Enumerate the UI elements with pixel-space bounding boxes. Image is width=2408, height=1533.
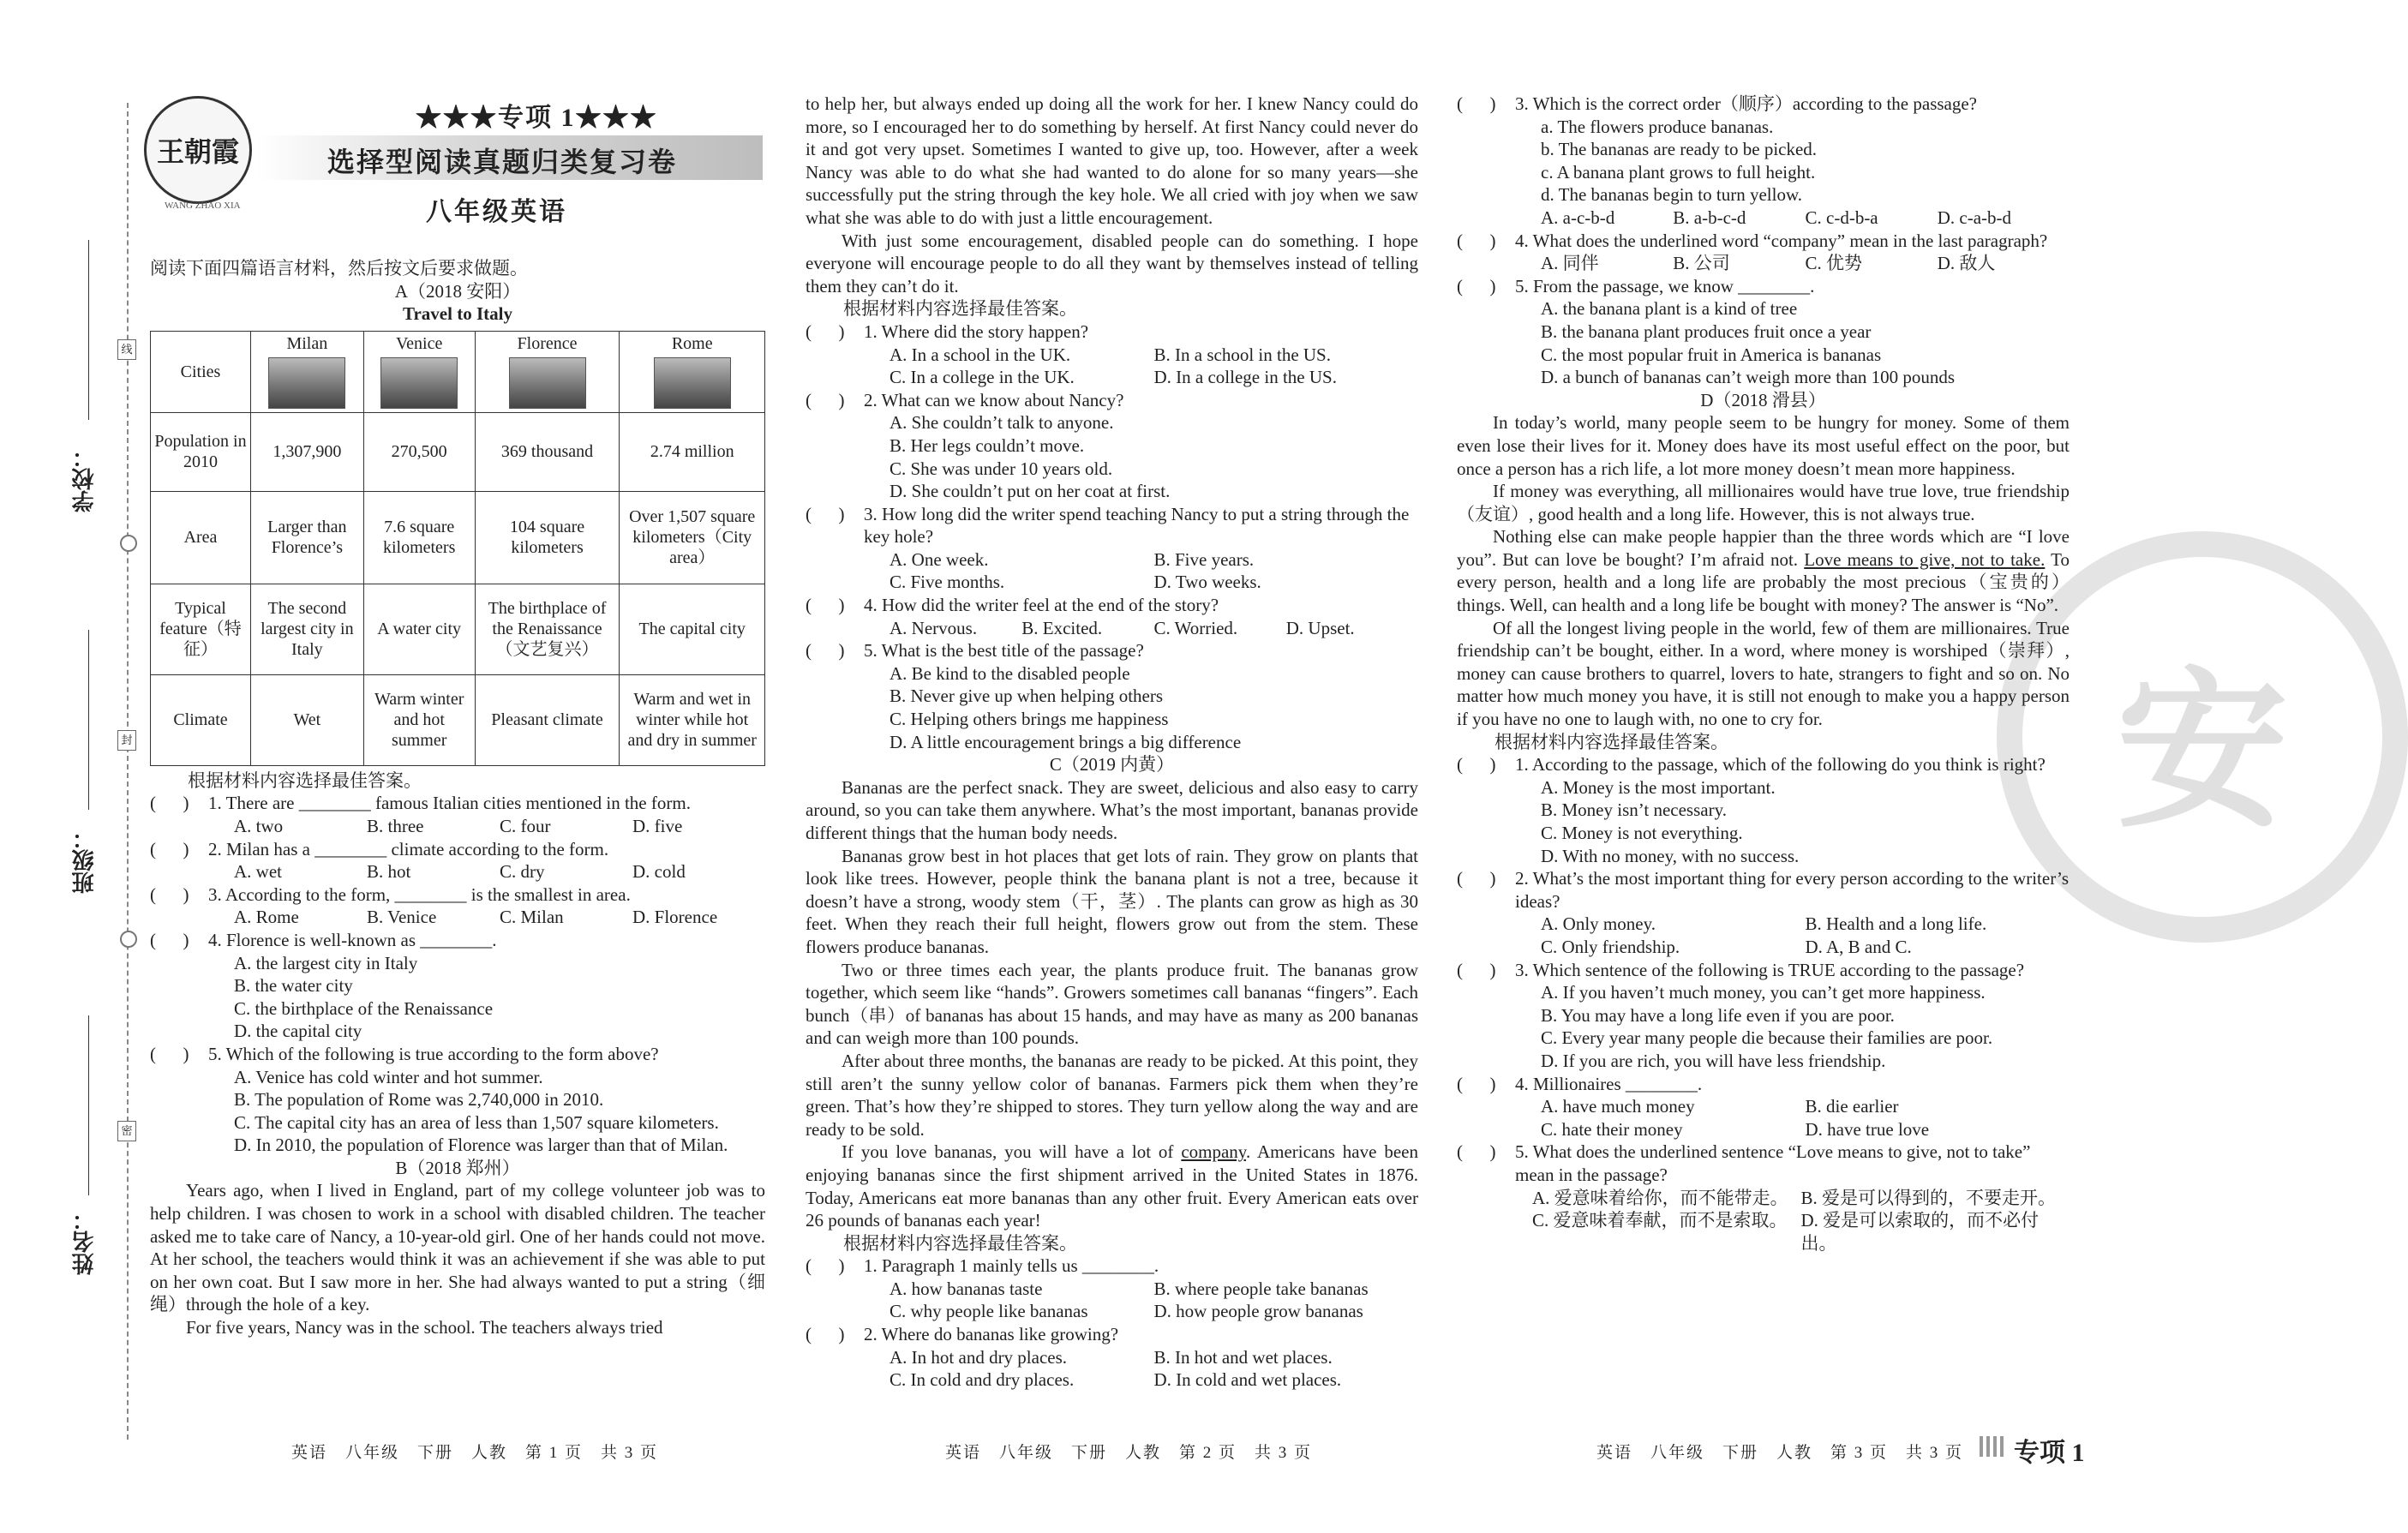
table-cell: Warm winter and hot summer (363, 674, 475, 765)
table-row (151, 584, 765, 674)
row-header: Area (151, 491, 251, 584)
option[interactable]: D. a bunch of bananas can’t weigh more than 100 pounds (1541, 367, 1956, 388)
city-name: Florence (517, 333, 578, 353)
option[interactable]: A. Money is the most important. (1541, 776, 1776, 798)
passage-paragraph: If money was everything, all millionaires would have true love, true friendship（友谊）, good health and a long life. However, this is not always true. (1457, 481, 2070, 524)
column-1 (150, 257, 765, 1339)
option[interactable]: B. Health and a long life. (1805, 913, 1987, 935)
option[interactable]: B. Her legs couldn’t move. (890, 434, 1085, 456)
answer-blank[interactable]: ( ) (150, 838, 189, 859)
question-text: 4. What does the underlined word “company” mean in the last paragraph? (1515, 230, 2048, 251)
passage-paragraph (806, 1141, 1418, 1231)
options (1457, 252, 2070, 275)
option[interactable]: B. Excited. (1021, 617, 1103, 638)
options (150, 815, 765, 838)
option[interactable]: A. 同伴 (1541, 253, 1599, 274)
city-name: Venice (395, 333, 443, 353)
passage-c-label: C（2019 内黄） (1049, 754, 1175, 775)
option[interactable]: D. Two weeks. (1153, 572, 1261, 593)
answer-blank[interactable]: ( ) (1457, 1073, 1496, 1094)
question-text: 2. Where do bananas like growing? (864, 1324, 1119, 1345)
option[interactable]: B. a-b-c-d (1673, 207, 1746, 228)
option[interactable]: B. In hot and wet places. (1153, 1346, 1333, 1368)
option[interactable]: B. Venice (367, 907, 437, 928)
watermark-text: 安 (2116, 658, 2288, 848)
binding-dashed-line (127, 103, 129, 1440)
answer-blank[interactable]: ( ) (806, 1255, 845, 1277)
option[interactable]: D. A, B and C. (1805, 936, 1912, 957)
question-text: 3. Which is the correct order（顺序）according to the passage? (1515, 93, 1978, 114)
answer-blank[interactable]: ( ) (1457, 868, 1496, 889)
options (1457, 207, 2070, 230)
option[interactable]: D. five (632, 815, 683, 836)
option[interactable]: D. In a college in the US. (1153, 367, 1337, 388)
option[interactable]: D. A little encouragement brings a big difference (890, 731, 1242, 752)
text-run: If you love bananas, you will have a lot of (842, 1141, 1182, 1163)
answer-blank[interactable]: ( ) (806, 595, 845, 616)
page-subtitle: 八年级英语 (426, 198, 567, 226)
option[interactable]: C. Helping others brings me happiness (890, 709, 1169, 730)
option[interactable]: A. the banana plant is a kind of tree (1541, 298, 1798, 320)
school-write-line (88, 240, 89, 420)
option[interactable]: D. She couldn’t put on her coat at first. (890, 481, 1171, 502)
question (150, 883, 765, 907)
passage-paragraph (1457, 525, 2070, 616)
option[interactable]: A. One week. (890, 548, 989, 570)
instruction: 根据材料内容选择最佳答案。 (1495, 731, 1728, 752)
passage-d-label: D（2018 滑县） (1700, 389, 1826, 410)
question (806, 503, 1418, 548)
city-photo (380, 357, 458, 409)
option[interactable]: D. If you are rich, you will have less friendship. (1541, 1050, 1886, 1071)
options (1457, 913, 2070, 958)
options (806, 344, 1418, 389)
instruction: 根据材料内容选择最佳答案。 (843, 298, 1077, 320)
answer-blank[interactable]: ( ) (1457, 275, 1496, 296)
question-text: 5. What does the underlined sentence “Love means to give, not to take” mean in the passage? (1515, 1141, 2031, 1185)
footer-stripes (1980, 1436, 2005, 1457)
option[interactable]: C. Money is not everything. (1541, 823, 1743, 843)
question-text: 4. Millionaires ________. (1515, 1073, 1703, 1094)
option[interactable]: C. Five months. (890, 572, 1005, 593)
question (150, 792, 765, 815)
option[interactable]: C. the birthplace of the Renaissance (234, 997, 494, 1019)
order-item: b. The bananas are ready to be picked. (1541, 139, 1818, 160)
option[interactable]: B. The population of Rome was 2,740,000 in 2010. (234, 1089, 604, 1111)
italy-table (150, 331, 765, 766)
column-2 (806, 93, 1418, 1392)
options (806, 1278, 1418, 1323)
city-cell (251, 331, 364, 412)
column-3 (1457, 93, 2070, 1255)
table-cell: Larger than Florence’s (251, 491, 364, 584)
order-item: c. A banana plant grows to full height. (1541, 161, 1816, 183)
option[interactable]: A. have much money (1541, 1096, 1695, 1117)
answer-blank[interactable]: ( ) (806, 1324, 845, 1345)
option[interactable]: D. cold (632, 861, 686, 883)
text-run: To every person, health and a long life are probably the most precious（宝贵的）things. Well, can health and a long life be bought with money? The answer is “No”. (1457, 548, 2070, 616)
option[interactable]: B. 爱是可以得到的，不要走开。 (1800, 1187, 2057, 1208)
table-cell: Wet (251, 674, 364, 765)
order-item: a. The flowers produce bananas. (1541, 116, 1774, 137)
option[interactable]: B. Never give up when helping others (890, 686, 1164, 707)
table-cell: The birthplace of the Renaissance（文艺复兴） (475, 584, 620, 674)
question (150, 1043, 765, 1066)
row-header: Population in 2010 (151, 412, 251, 491)
page-footer-1: 英语 八年级 下册 人教 第 1 页 共 3 页 (291, 1444, 659, 1462)
question-text: 2. Milan has a ________ climate according to the form. (208, 838, 609, 859)
table-row (151, 331, 765, 412)
instruction: 根据材料内容选择最佳答案。 (843, 1232, 1077, 1254)
city-name: Rome (671, 333, 713, 353)
option[interactable]: D. how people grow bananas (1153, 1301, 1363, 1322)
table-cell: 2.74 million (620, 412, 765, 491)
answer-blank[interactable]: ( ) (806, 389, 845, 410)
option[interactable]: B. the water city (234, 975, 353, 997)
page-title: 选择型阅读真题归类复习卷 (327, 147, 678, 177)
option[interactable]: C. why people like bananas (890, 1301, 1088, 1322)
option[interactable]: C. Every year many people die because their families are poor. (1541, 1027, 1993, 1049)
name-label: 姓名： (72, 1208, 97, 1275)
option[interactable]: A. two (234, 815, 284, 836)
question-text: 1. There are ________ famous Italian cities mentioned in the form. (208, 793, 691, 814)
seal-box-secret: 密 (117, 1121, 136, 1141)
option[interactable]: A. a-c-b-d (1541, 207, 1615, 228)
passage-paragraph: to help her, but always ended up doing all the work for her. I knew Nancy could do more, so I encouraged her to do something by herself. At first Nancy could never do it and got very upset. Sometimes I wanted to give up, too. However, after a week Nancy was able to do what she had wanted to do alone for so many years—she successfully put the string through the key hole. We all cried with joy when we saw what she was able to do with just a little encouragement. (806, 93, 1418, 228)
passage-paragraph: Two or three times each year, the plants produce fruit. The bananas grow together, which seem like “hands”. Growers sometimes call bananas “fingers”. Each bunch（串）of bananas has about 15 hands, and may have as many as 200 bananas and can weigh more than 100 pounds. (806, 959, 1418, 1049)
question (806, 320, 1418, 344)
options (1457, 1187, 2070, 1255)
answer-blank[interactable]: ( ) (1457, 93, 1496, 114)
city-photo (509, 357, 586, 409)
footer-special-tag: 专项 1 (2014, 1439, 2085, 1467)
row-header: Climate (151, 674, 251, 765)
question (150, 838, 765, 861)
underlined-word: company (1181, 1141, 1246, 1163)
options (1457, 1095, 2070, 1141)
option[interactable]: C. In cold and dry places. (890, 1369, 1075, 1391)
options (806, 1346, 1418, 1392)
school-label: 学校： (72, 446, 97, 512)
option[interactable]: A. 爱意味着给你，而不能带走。 (1532, 1187, 1788, 1208)
city-photo (268, 357, 345, 409)
text-run: Nothing else can make people happier than the three words which are “I love you”. But can love be bought? I’m afraid not. (1457, 526, 2070, 570)
city-cell (363, 331, 475, 412)
city-cell (475, 331, 620, 412)
option[interactable]: A. In a school in the UK. (890, 344, 1071, 365)
question (806, 1255, 1418, 1278)
table-cell: Warm and wet in winter while hot and dry in summer (620, 674, 765, 765)
answer-blank[interactable]: ( ) (1457, 754, 1496, 775)
answer-blank[interactable]: ( ) (1457, 959, 1496, 980)
passage-paragraph: For five years, Nancy was in the school. The teachers always tried (186, 1317, 663, 1338)
instruction: 根据材料内容选择最佳答案。 (188, 769, 422, 791)
question (1457, 1073, 2070, 1096)
table-cell: Pleasant climate (475, 674, 620, 765)
table-row (151, 412, 765, 491)
passage-a-title: Travel to Italy (403, 303, 512, 325)
question (1457, 867, 2070, 913)
question (1457, 753, 2070, 776)
option[interactable]: A. She couldn’t talk to anyone. (890, 412, 1114, 434)
passage-paragraph: Of all the longest living people in the world, few of them are millionaires. True friendship can’t be bought, either. In a word, where money is worshiped（崇拜）, money can cause brothers to quarrel, lovers to hate, strangers to fight and so on. No matter how much money you have, it is still not enough to make you a happy person if you have no one to laugh with, no one to cry for. (1457, 617, 2070, 730)
city-photo (654, 357, 731, 409)
table-cell: A water city (363, 584, 475, 674)
option[interactable]: C. Worried. (1153, 617, 1238, 638)
answer-blank[interactable]: ( ) (150, 929, 189, 950)
option[interactable]: A. Be kind to the disabled people (890, 662, 1130, 684)
question (806, 389, 1418, 412)
seal-box-line: 线 (117, 339, 136, 360)
answer-blank[interactable]: ( ) (1457, 230, 1496, 251)
option[interactable]: C. Milan (500, 907, 564, 928)
option[interactable]: A. wet (234, 861, 282, 883)
option[interactable]: D. Upset. (1285, 617, 1355, 638)
city-name: Milan (286, 333, 328, 353)
question-text: 4. How did the writer feel at the end of the story? (864, 595, 1219, 616)
question (1457, 275, 2070, 298)
answer-blank[interactable]: ( ) (150, 883, 189, 905)
question-text: 1. Where did the story happen? (864, 320, 1089, 342)
option[interactable]: B. the banana plant produces fruit once a year (1541, 320, 1872, 342)
row-header: Cities (151, 331, 251, 412)
answer-blank[interactable]: ( ) (806, 640, 845, 662)
option[interactable]: D. Florence (632, 907, 718, 928)
option[interactable]: D. 爱是可以索取的，而不必付出。 (1800, 1210, 2040, 1254)
option[interactable]: A. how bananas taste (890, 1278, 1043, 1299)
option[interactable]: D. 敌人 (1937, 253, 1996, 274)
page-footer-2: 英语 八年级 下册 人教 第 2 页 共 3 页 (945, 1444, 1313, 1462)
question-text: 2. What’s the most important thing for every person according to the writer’s ideas? (1515, 868, 2069, 912)
row-header: Typical feature（特征） (151, 584, 251, 674)
question-text: 3. How long did the writer spend teaching Nancy to put a string through the key hole? (864, 503, 1410, 548)
option[interactable]: C. 优势 (1805, 253, 1863, 274)
question-text: 3. Which sentence of the following is TRUE according to the passage? (1515, 959, 2025, 980)
option[interactable]: C. She was under 10 years old. (890, 458, 1113, 479)
option[interactable]: A. If you haven’t much money, you can’t get more happiness. (1541, 982, 1986, 1003)
class-label: 班级： (72, 827, 97, 894)
option[interactable]: D. In cold and wet places. (1153, 1369, 1342, 1391)
question-text: 5. From the passage, we know ________. (1515, 275, 1815, 296)
option[interactable]: A. In hot and dry places. (890, 1346, 1068, 1368)
option[interactable]: D. c-a-b-d (1937, 207, 2012, 228)
option[interactable]: D. the capital city (234, 1021, 362, 1042)
option[interactable]: D. With no money, with no success. (1541, 845, 1800, 866)
binding-hole (120, 931, 137, 948)
option[interactable]: C. Only friendship. (1541, 936, 1680, 957)
table-row (151, 674, 765, 765)
passage-paragraph: After about three months, the bananas are ready to be picked. At this point, they still aren’t the sunny yellow color of bananas. Farmers pick them when they’re green. That’s how they’re shipped to stores. They turn yellow along the way and are ready to be sold. (806, 1050, 1418, 1140)
question (806, 594, 1418, 617)
option[interactable]: A. the largest city in Italy (234, 952, 418, 973)
binding-hole (120, 535, 137, 552)
table-cell: 369 thousand (475, 412, 620, 491)
question-text: 1. According to the passage, which of the following do you think is right? (1515, 754, 2046, 775)
table-cell: The capital city (620, 584, 765, 674)
option[interactable]: A. Rome (234, 907, 299, 928)
table-cell: 7.6 square kilometers (363, 491, 475, 584)
option[interactable]: B. In a school in the US. (1153, 344, 1331, 365)
question-text: 2. What can we know about Nancy? (864, 389, 1124, 410)
option[interactable]: C. The capital city has an area of less than 1,507 square kilometers. (234, 1111, 719, 1133)
options (806, 617, 1418, 640)
answer-blank[interactable]: ( ) (806, 503, 845, 524)
answer-blank[interactable]: ( ) (806, 320, 845, 342)
question-text: 1. Paragraph 1 mainly tells us ________. (864, 1255, 1159, 1277)
special-tag: ★★★专项 1★★★ (416, 104, 658, 132)
question (1457, 93, 2070, 116)
question (150, 929, 765, 952)
class-write-line (88, 630, 89, 810)
option[interactable]: B. die earlier (1805, 1096, 1899, 1117)
question (1457, 230, 2070, 253)
option[interactable]: B. three (367, 815, 424, 836)
option[interactable]: B. where people take bananas (1153, 1278, 1369, 1299)
options (806, 548, 1418, 594)
option[interactable]: D. In 2010, the population of Florence was larger than that of Milan. (234, 1135, 728, 1156)
brand-logo (144, 96, 252, 204)
question (806, 639, 1418, 662)
name-write-line (88, 1015, 89, 1195)
option[interactable]: B. You may have a long life even if you are poor. (1541, 1004, 1895, 1026)
option[interactable]: D. have true love (1805, 1118, 1930, 1140)
question-text: 5. Which of the following is true according to the form above? (208, 1043, 659, 1064)
table-cell: 270,500 (363, 412, 475, 491)
seal-box-seal: 封 (117, 730, 136, 751)
passage-paragraph: Bananas grow best in hot places that get lots of rain. They grow on plants that look like trees. However, people think the banana plant is not a tree, because it doesn’t have a strong, woody stem（干，茎）. The plants can grow as high as 30 feet. When they reach their full height, flowers grow out from the stem. These flowers produce bananas. (806, 845, 1418, 957)
table-row (151, 491, 765, 584)
option[interactable]: B. 公司 (1673, 253, 1730, 274)
passage-a-label: A（2018 安阳） (394, 280, 521, 302)
option[interactable]: A. Nervous. (890, 617, 978, 638)
passage-paragraph: Bananas are the perfect snack. They are sweet, delicious and also easy to carry around, so you can take them anywhere. What’s the most important, bananas provide different things that the human body needs. (806, 776, 1418, 843)
options (150, 906, 765, 929)
passage-paragraph: In today’s world, many people seem to be hungry for money. Some of them even lose their lives for it. Money does have its most useful effect on the poor, but once a person has a rich life, a lot more money doesn’t mean more happiness. (1457, 412, 2070, 479)
option[interactable]: A. Only money. (1541, 913, 1656, 935)
passage-paragraph: Years ago, when I lived in England, part of my college volunteer job was to help children. I was chosen to work in a school with disabled children. The teacher asked me to take care of Nancy, a 10-year-old girl. One of her hands could not move. At her school, the teachers would think it was an achievement if she was able to put on her own coat. But I saw more in her. She had always wanted to put a string（细绳）through the hole of a key. (150, 1180, 765, 1315)
table-cell: 1,307,900 (251, 412, 364, 491)
options (150, 860, 765, 883)
option[interactable]: C. dry (500, 861, 545, 883)
answer-blank[interactable]: ( ) (150, 793, 189, 814)
option[interactable]: C. four (500, 815, 551, 836)
option[interactable]: A. Venice has cold winter and hot summer. (234, 1066, 543, 1087)
underlined-sentence: Love means to give, not to take. (1804, 548, 2046, 570)
option[interactable]: C. 爱意味着奉献，而不是索取。 (1532, 1210, 1788, 1231)
passage-b-label: B（2018 郑州） (395, 1157, 520, 1178)
text-run: . Americans have been enjoying bananas since the first shipment arrived in the United States in 1876. Today, Americans eat more bananas than any other fruit. Every American eats over 26 pounds of bananas each year! (806, 1141, 1418, 1231)
passage-paragraph: With just some encouragement, disabled people can do something. I hope everyone will encourage people to do all they want by themselves instead of telling them they can’t do it. (806, 230, 1418, 296)
table-cell: The second largest city in Italy (251, 584, 364, 674)
option[interactable]: B. hot (367, 861, 411, 883)
intro-instruction: 阅读下面四篇语言材料，然后按文后要求做题。 (150, 258, 528, 278)
option[interactable]: C. the most popular fruit in America is bananas (1541, 344, 1882, 365)
question-text: 4. Florence is well-known as ________. (208, 929, 497, 950)
option[interactable]: C. c-d-b-a (1805, 207, 1878, 228)
answer-blank[interactable]: ( ) (1457, 1141, 1496, 1163)
question (1457, 959, 2070, 982)
page-footer-3: 英语 八年级 下册 人教 第 3 页 共 3 页 (1596, 1444, 1964, 1462)
option[interactable]: B. Five years. (1153, 548, 1255, 570)
brand-name: 王朝霞 (156, 136, 239, 167)
option[interactable]: C. hate their money (1541, 1118, 1683, 1140)
city-cell (620, 331, 765, 412)
question-text: 3. According to the form, ________ is the smallest in area. (208, 883, 631, 905)
order-item: d. The bananas begin to turn yellow. (1541, 184, 1803, 206)
answer-blank[interactable]: ( ) (150, 1043, 189, 1064)
table-cell: Over 1,507 square kilometers（City area） (620, 491, 765, 584)
question-text: 5. What is the best title of the passage? (864, 640, 1144, 662)
question (806, 1323, 1418, 1346)
question (1457, 1141, 2070, 1186)
brand-sub: WANG ZHAO XIA (165, 201, 241, 211)
table-cell: 104 square kilometers (475, 491, 620, 584)
option[interactable]: B. Money isn’t necessary. (1541, 799, 1727, 821)
option[interactable]: C. In a college in the UK. (890, 367, 1075, 388)
